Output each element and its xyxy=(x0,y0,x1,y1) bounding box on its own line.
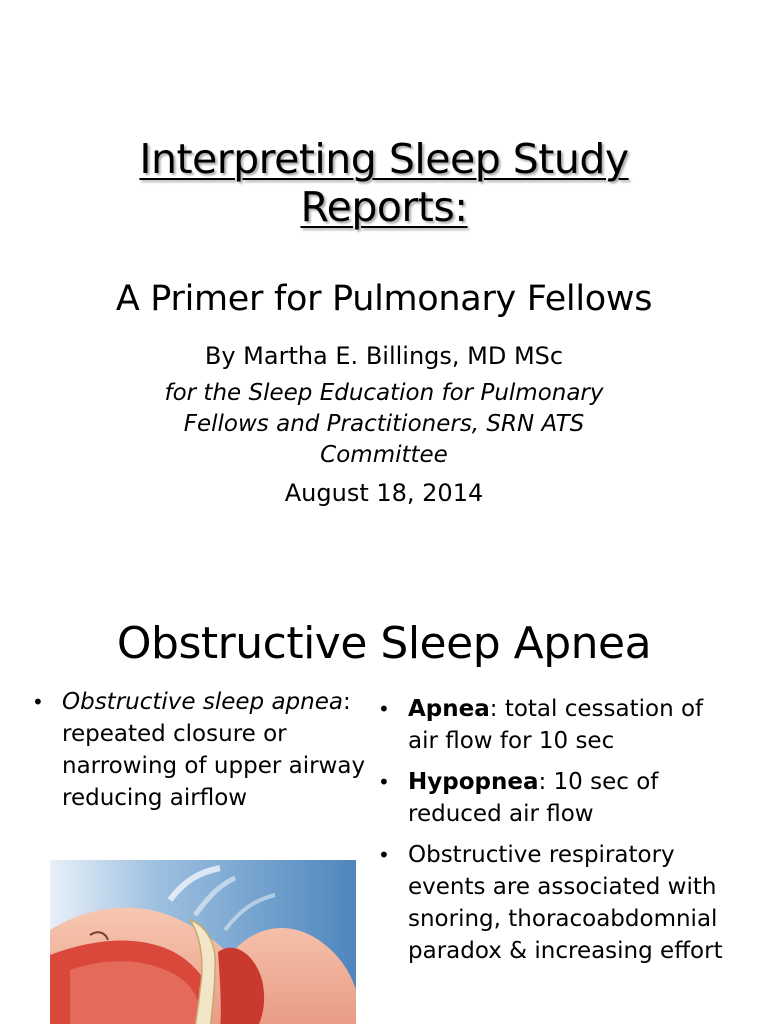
org-line-1: for the Sleep Education for Pulmonary xyxy=(164,380,604,406)
bullet-separator: : xyxy=(342,689,351,715)
slide-subtitle: A Primer for Pulmonary Fellows xyxy=(115,279,653,319)
bullet-text: repeated closure or narrowing of upper airway reducing airflow xyxy=(62,721,366,811)
bullet-text: : total cessation of air flow for 10 sec xyxy=(408,696,704,754)
presentation-date: August 18, 2014 xyxy=(284,479,484,507)
bullet-text: : 10 sec of reduced air flow xyxy=(408,769,659,827)
list-item xyxy=(378,766,738,830)
author-line: By Martha E. Billings, MD MSc xyxy=(204,342,564,370)
bullet-text: Obstructive respiratory events are associated with snoring, thoracoabdomnial paradox & increasing effort xyxy=(408,842,723,964)
bullet-term: Apnea xyxy=(408,696,490,722)
list-item xyxy=(378,693,738,757)
slide-title xyxy=(0,135,768,231)
title-line-2: Reports: xyxy=(300,183,468,231)
list-item xyxy=(32,686,372,814)
osa-slide xyxy=(0,576,768,1024)
right-bullet-list xyxy=(378,693,738,976)
org-line-3: Committee xyxy=(320,442,448,468)
org-line-2: Fellows and Practitioners, SRN ATS xyxy=(183,411,585,437)
title-line-1: Interpreting Sleep Study xyxy=(139,135,629,183)
left-bullet-list xyxy=(32,686,372,814)
airway-obstruction-illustration xyxy=(50,860,356,1024)
bullet-term: Obstructive sleep apnea xyxy=(62,689,343,715)
list-item xyxy=(378,839,738,967)
slide-title: Obstructive Sleep Apnea xyxy=(116,618,652,669)
bullet-term: Hypopnea xyxy=(408,769,539,795)
organization xyxy=(100,378,668,471)
